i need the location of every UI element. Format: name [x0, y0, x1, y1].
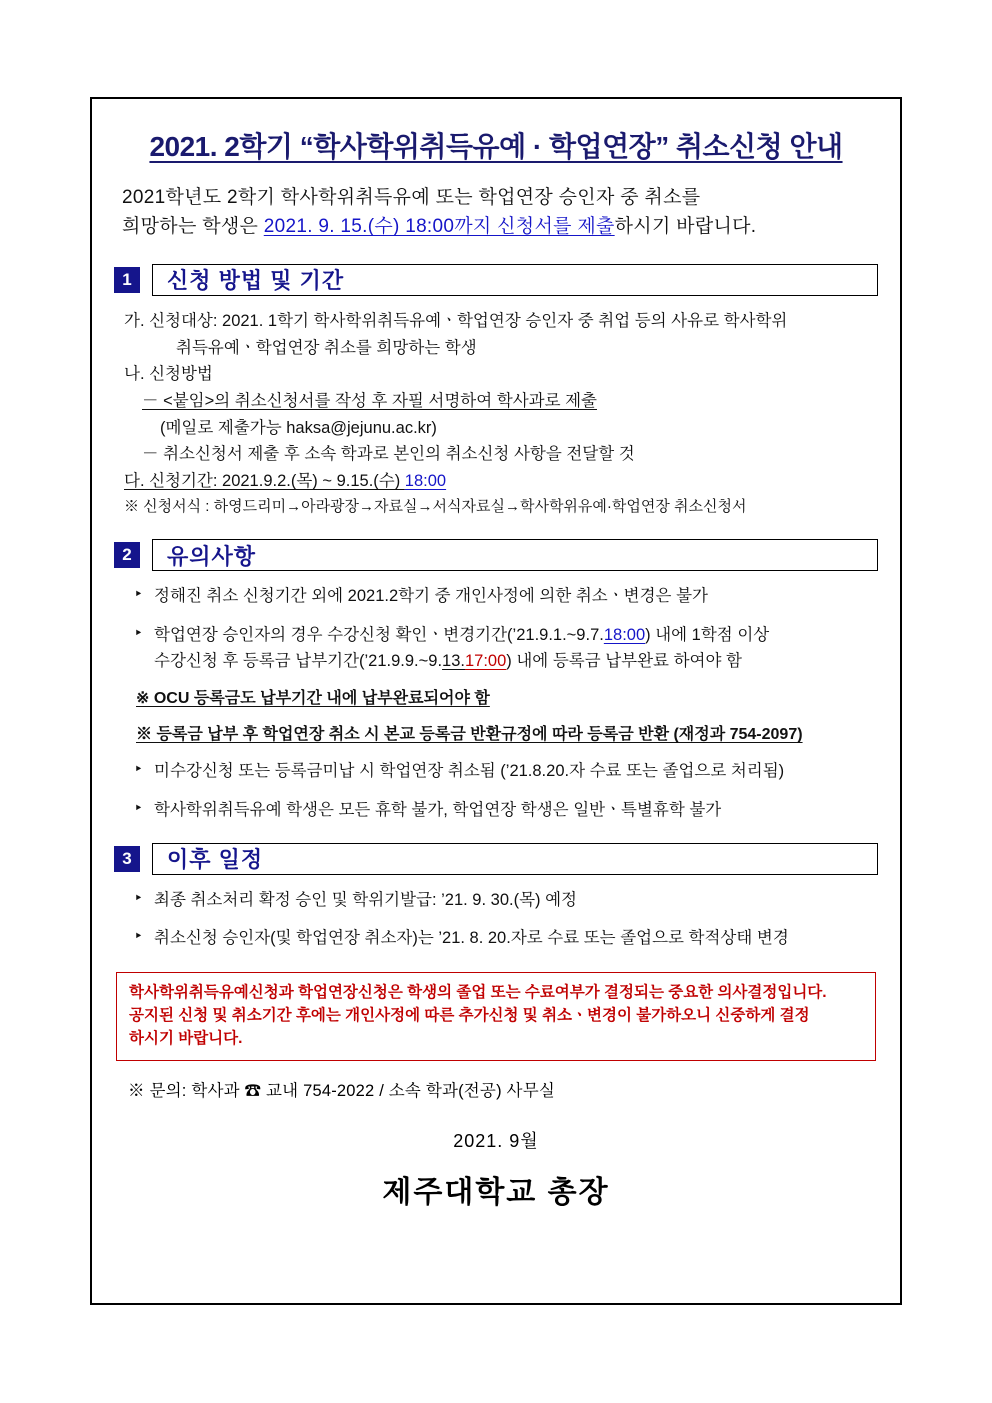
caution-item-1: ‣ 정해진 취소 신청기간 외에 2021.2학기 중 개인사정에 의한 취소ㆍ변경은 불가 — [124, 583, 876, 609]
caution-note-2 — [124, 722, 876, 748]
caution-item-2-date: 13. — [442, 651, 465, 670]
section-header-2 — [114, 539, 878, 571]
apply-period-line — [124, 468, 876, 495]
apply-method-item-2: － 취소신청서 제출 후 소속 학과로 본인의 취소신청 사항을 전달할 것 — [142, 445, 635, 464]
section-body-2 — [124, 583, 876, 823]
contact-info: ※ 문의: 학사과 ☎ 교내 754-2022 / 소속 학과(전공) 사무실 — [128, 1081, 555, 1100]
page-title: 2021. 2학기 “학사학위취득유예 · 학업연장” 취소신청 안내 — [149, 131, 843, 162]
apply-method-label: 나. 신청방법 — [124, 365, 213, 384]
section-header-1 — [114, 264, 878, 296]
caution-item-2-part3: 수강신청 후 등록금 납부기간(’21.9.9.~9. — [154, 651, 443, 670]
caution-item-2-part2: ) 내에 1학점 이상 — [645, 625, 770, 644]
warning-line-2: 공지된 신청 및 취소기간 후에는 개인사정에 따른 추가신청 및 취소ㆍ변경이 불가하오니 신중하게 결정 — [129, 1007, 810, 1024]
schedule-item-2: ‣ 취소신청 승인자(및 학업연장 취소자)는 ’21. 8. 20.자로 수료 또는 졸업으로 학적상태 변경 — [124, 925, 876, 951]
warning-line-3: 하시기 바랍니다. — [129, 1030, 243, 1048]
caution-item-4: ‣ 학사학위취득유예 학생은 모든 휴학 불가, 학업연장 학생은 일반ㆍ특별휴학 불가 — [124, 797, 876, 823]
apply-form-path: ※ 신청서식 : 하영드리미→아라광장→자료실→서식자료실→학사학위유예·학업연장 취소신청서 — [124, 497, 747, 515]
apply-target-line-1: 가. 신청대상: 2021. 1학기 학사학위취득유예ㆍ학업연장 승인자 중 취업 등의 사유로 학사학위 — [124, 311, 788, 330]
section-body-3 — [124, 887, 876, 952]
apply-period-time: 18:00 — [404, 472, 447, 491]
caution-note-2-text: ※ 등록금 납부 후 학업연장 취소 시 본교 등록금 반환규정에 따라 등록금 반환 (재정과 754-2097) — [136, 726, 803, 744]
footer-organization: 제주대학교 총장 — [382, 1175, 610, 1209]
caution-item-2-time2: 17:00 — [464, 651, 507, 670]
warning-box — [116, 972, 876, 1061]
section-number-1: 1 — [114, 267, 140, 293]
schedule-item-1: ‣ 최종 취소처리 확정 승인 및 학위기발급: ’21. 9. 30.(목) 예정 — [124, 887, 876, 913]
caution-item-2-part4: ) 내에 등록금 납부완료 하여야 함 — [506, 651, 742, 670]
section-title-1: 신청 방법 및 기간 — [152, 264, 878, 296]
caution-item-2 — [124, 622, 876, 675]
section-title-3: 이후 일정 — [152, 843, 878, 875]
section-title-2: 유의사항 — [152, 539, 878, 571]
caution-note-1-text: ※ OCU 등록금도 납부기간 내에 납부완료되어야 함 — [136, 690, 490, 708]
intro-deadline-highlight: 2021. 9. 15.(수) 18:00까지 신청서를 제출 — [263, 216, 615, 238]
caution-item-3: ‣ 미수강신청 또는 등록금미납 시 학업연장 취소됨 (’21.8.20.자 수료 또는 졸업으로 처리됨) — [124, 758, 876, 784]
intro-line-2 — [122, 212, 874, 241]
caution-note-1 — [124, 686, 876, 712]
section-header-3 — [114, 843, 878, 875]
footer-date: 2021. 9월 — [453, 1130, 539, 1151]
section-body-1 — [124, 308, 876, 519]
intro-line-2-post: 하시기 바랍니다. — [614, 216, 757, 238]
warning-line-1: 학사학위취득유예신청과 학업연장신청은 학생의 졸업 또는 수료여부가 결정되는 중요한 의사결정입니다. — [129, 983, 827, 1001]
apply-method-item-1: － <붙임>의 취소신청서를 작성 후 자필 서명하여 학사과로 제출 — [142, 392, 597, 411]
intro-line-2-pre: 희망하는 학생은 — [122, 216, 264, 238]
caution-item-2-part1: 학업연장 승인자의 경우 수강신청 확인ㆍ변경기간(’21.9.1.~9.7. — [154, 625, 604, 644]
section-number-2: 2 — [114, 542, 140, 568]
apply-target-line-2: 취득유예ㆍ학업연장 취소를 희망하는 학생 — [176, 338, 477, 357]
apply-period-text: 다. 신청기간: 2021.9.2.(목) ~ 9.15.(수) — [124, 472, 405, 491]
intro-line-1: 2021학년도 2학기 학사학위취득유예 또는 학업연장 승인자 중 취소를 — [122, 187, 701, 208]
notice-document — [90, 97, 902, 1305]
caution-item-2-time1: 18:00 — [603, 625, 646, 644]
section-number-3: 3 — [114, 846, 140, 872]
apply-method-email: (메일로 제출가능 haksa@jejunu.ac.kr) — [160, 418, 437, 437]
intro-paragraph — [122, 183, 874, 242]
